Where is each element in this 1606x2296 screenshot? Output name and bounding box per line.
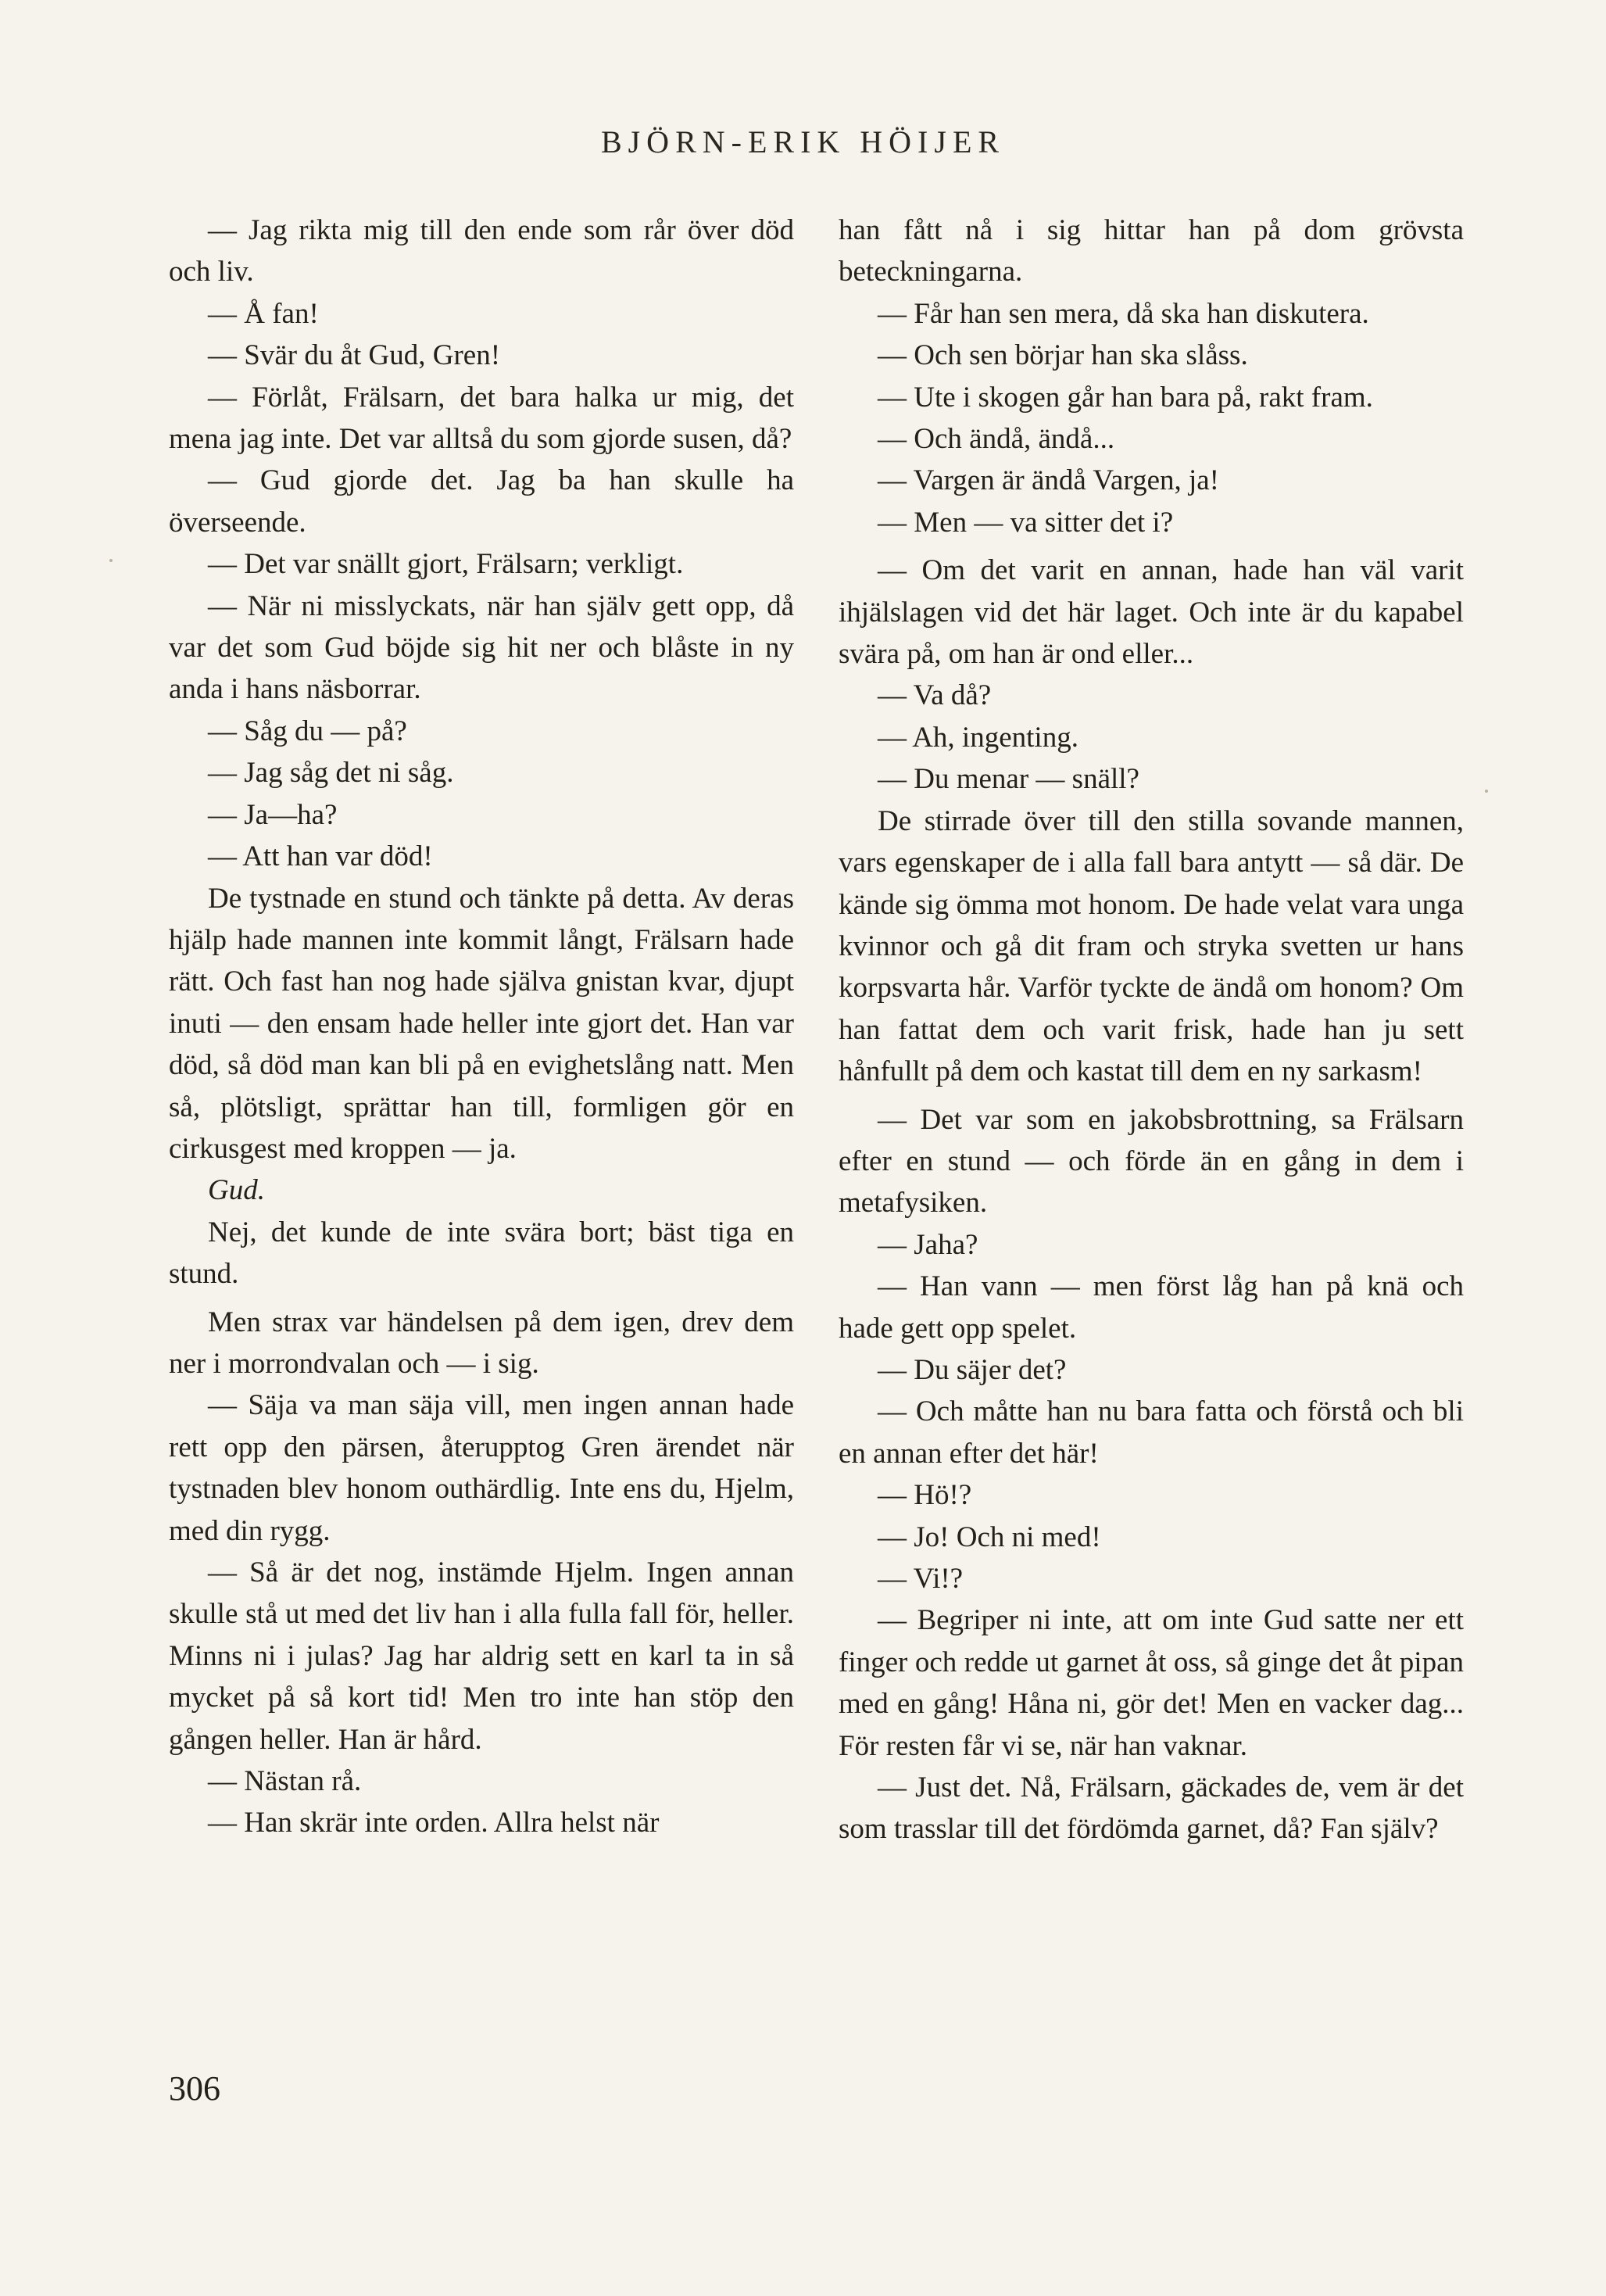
paragraph: — Nästan rå. — [208, 1765, 362, 1798]
paragraph: — Det var snällt gjort, Frälsarn; verkligt. — [208, 548, 684, 581]
paragraph: — Att han var död! — [208, 840, 433, 873]
paragraph: — Ja—ha? — [208, 798, 338, 831]
paragraph: — Hö!? — [878, 1479, 972, 1512]
paragraph: — Du säjer det? — [878, 1353, 1067, 1386]
paragraph: — Jaha? — [878, 1228, 978, 1261]
paragraph: — Jag såg det ni såg. — [208, 757, 454, 790]
paragraph: — Han vann — men först låg han på knä och hade gett opp spelet. — [839, 1270, 1464, 1345]
paragraph: — Svär du åt Gud, Gren! — [208, 339, 501, 372]
paragraph: — När ni misslyckats, när han själv gett opp, då var det som Gud böjde sig hit ner och blåste in ny anda i hans näsborrar. — [169, 589, 794, 706]
paragraph: — Å fan! — [208, 297, 319, 330]
paragraph: — Du menar — snäll? — [878, 763, 1139, 796]
running-head: BJÖRN-ERIK HÖIJER — [600, 124, 1006, 159]
paragraph: — Ute i skogen går han bara på, rakt fram. — [878, 381, 1373, 414]
paragraph: — Det var som en jakobsbrottning, sa Frälsarn efter en stund — och förde än en gång in dem i metafysiken. — [839, 1103, 1464, 1220]
paragraph: — Just det. Nå, Frälsarn, gäckades de, vem är det som trasslar till det fördömda garnet, då? Fan själv? — [839, 1771, 1464, 1846]
paragraph: — Och ändå, ändå... — [878, 423, 1115, 456]
page-number: 306 — [169, 2069, 220, 2108]
paragraph: De tystnade en stund och tänkte på detta. Av deras hjälp hade mannen inte kommit långt, Frälsarn hade rätt. Och fast han nog hade själva gnistan kvar, djupt inuti — den ensam hade heller inte gjort det. Han var död, så död man kan bli på en evighetslång natt. Men så, plötsligt, sprättar han till, formligen gör en cirkusgest med kroppen — ja. — [169, 882, 794, 1165]
paragraph: — Och sen börjar han ska slåss. — [878, 339, 1248, 372]
paragraph: — Ah, ingenting. — [878, 721, 1078, 754]
paragraph: — Får han sen mera, då ska han diskutera. — [878, 297, 1369, 330]
paragraph: — Gud gjorde det. Jag ba han skulle ha överseende. — [169, 464, 794, 539]
paragraph: Gud. — [208, 1174, 265, 1207]
paragraph: — Såg du — på? — [208, 715, 407, 747]
paragraph: — Förlåt, Frälsarn, det bara halka ur mig, det mena jag inte. Det var alltså du som gjorde susen, då? — [169, 381, 794, 456]
paragraph: — Säja va man säja vill, men ingen annan hade rett opp den pärsen, återupptog Gren ärendet när tystnaden blev honom outhärdlig. Inte ens du, Hjelm, med din rygg. — [169, 1389, 794, 1547]
paragraph: — Jag rikta mig till den ende som rår över död och liv. — [169, 214, 794, 288]
paragraph: — Så är det nog, instämde Hjelm. Ingen annan skulle stå ut med det liv han i alla fulla fall för, heller. Minns ni i julas? Jag har aldrig sett en karl ta in så mycket på så kort tid! Men tro inte han stöp den gången heller. Han är hård. — [169, 1556, 794, 1756]
paragraph: — Jo! Och ni med! — [878, 1521, 1101, 1553]
paragraph: — Och måtte han nu bara fatta och förstå och bli en annan efter det här! — [839, 1395, 1464, 1470]
paragraph: — Han skrär inte orden. Allra helst när — [208, 1807, 660, 1839]
paper-speck — [109, 559, 113, 562]
paragraph: — Va då? — [878, 679, 992, 712]
left-column — [169, 210, 794, 1844]
paragraph: han fått nå i sig hittar han på dom grövsta beteckningarna. — [839, 214, 1464, 288]
paragraph: Men strax var händelsen på dem igen, drev dem ner i morrondvalan och — i sig. — [169, 1306, 794, 1380]
paragraph: Nej, det kunde de inte svära bort; bäst tiga en stund. — [169, 1216, 794, 1291]
paragraph: — Men — va sitter det i? — [878, 506, 1174, 539]
paragraph: — Vi!? — [878, 1563, 964, 1595]
right-column — [839, 210, 1464, 1850]
paragraph: De stirrade över till den stilla sovande mannen, vars egenskaper de i alla fall bara antytt — så där. De kände sig ömma mot honom. De hade velat vara unga kvinnor och gå dit fram och stryka svetten ur hans korpsvarta hår. Varför tyckte de ändå om honom? Om han fattat dem och varit frisk, hade han ju sett hånfullt på dem och kastat till dem en ny sarkasm! — [839, 804, 1464, 1088]
paper-speck — [1485, 790, 1488, 793]
paragraph: — Om det varit en annan, hade han väl varit ihjälslagen vid det här laget. Och inte är du kapabel svära på, om han är ond eller... — [839, 554, 1464, 671]
paragraph: — Vargen är ändå Vargen, ja! — [878, 464, 1220, 497]
paragraph: — Begriper ni inte, att om inte Gud satte ner ett finger och redde ut garnet åt oss, så ginge det åt pipan med en gång! Håna ni, gör det! Men en vacker dag... För resten får vi se, när han vaknar. — [839, 1604, 1464, 1762]
